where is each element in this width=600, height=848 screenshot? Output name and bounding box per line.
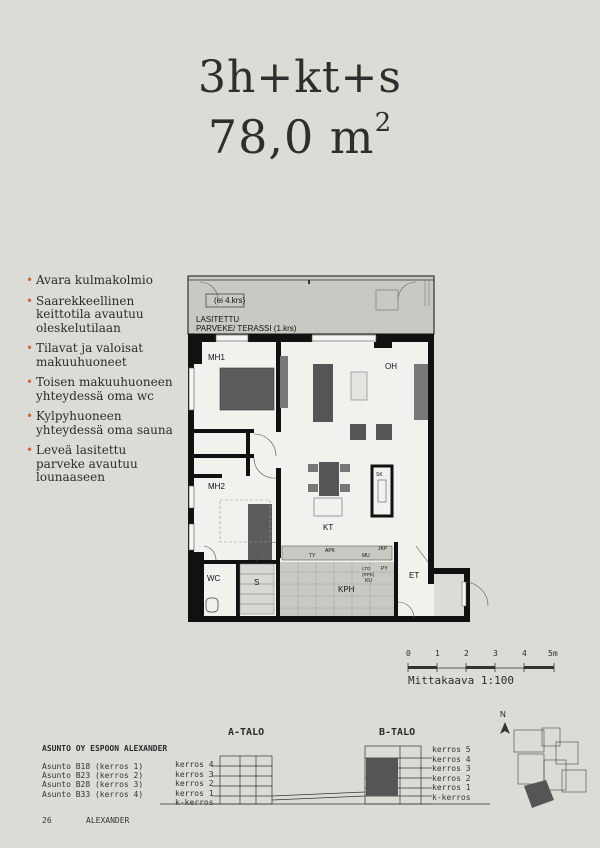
area-value: 78,0 m — [207, 110, 375, 164]
floor-label: kerros 4 — [432, 754, 471, 764]
footer-name: ALEXANDER — [86, 816, 130, 825]
room-kt-label: KT — [323, 523, 334, 532]
room-oh-label: OH — [385, 362, 397, 371]
rpk-label: (RPK) — [362, 572, 375, 577]
room-wc-label: WC — [207, 574, 221, 583]
floor-label: k-kerros — [175, 798, 214, 808]
site-plan — [496, 720, 596, 820]
feature-item: • Tilavat ja valoisat makuuhuoneet — [26, 342, 176, 369]
company-name: ASUNTO OY ESPOON ALEXANDER — [42, 744, 168, 753]
floor-label: k-kerros — [432, 792, 471, 802]
apartment-list — [42, 762, 143, 799]
floor-label: kerros 1 — [432, 783, 471, 793]
dining-table — [319, 462, 339, 496]
lto-label: LTO — [362, 566, 371, 571]
b-talo-title: B-TALO — [379, 727, 416, 738]
apartment-item: Asunto B23 (kerros 2) — [42, 771, 144, 781]
feature-item: • Avara kulmakolmio — [26, 274, 176, 288]
room-et-label: ET — [409, 571, 420, 580]
jkp-label: JKP — [378, 546, 388, 552]
page-number: 26 — [42, 816, 52, 825]
scale-tick: 2 — [464, 649, 469, 658]
feature-item: • Saarekkeellinen keittotila avautuu oleskelutilaan — [26, 295, 176, 336]
feature-item: • Toisen makuuhuoneen yhteydessä oma wc — [26, 376, 176, 403]
compass-north-label: N — [500, 710, 506, 719]
feature-list — [26, 274, 176, 492]
ty-label: TY — [309, 553, 316, 559]
sk-label: SK — [376, 472, 383, 478]
floor-label: kerros 2 — [175, 779, 214, 789]
floor-label: kerros 1 — [175, 788, 214, 798]
feature-item: • Kylpyhuoneen yhteydessä oma sauna — [26, 410, 176, 437]
floor-label: kerros 5 — [432, 745, 471, 754]
room-kph-label: KPH — [338, 585, 355, 594]
highlighted-apartments — [366, 758, 398, 796]
apartment-item: Asunto B33 (kerros 4) — [42, 789, 144, 799]
room-mh2-label: MH2 — [208, 482, 225, 491]
scale-tick: 3 — [493, 649, 498, 658]
floor-label: kerros 3 — [432, 764, 471, 774]
floor-label: kerros 2 — [432, 773, 471, 783]
building-section — [160, 738, 490, 810]
area-exponent: 2 — [374, 108, 393, 138]
apk-label: APK — [325, 548, 336, 554]
scale-tick: 5m — [548, 649, 558, 658]
py-label: PY — [381, 566, 388, 572]
scale-tick: 0 — [406, 649, 411, 658]
room-mh1-label: MH1 — [208, 353, 225, 362]
apartment-type-title: 3h+kt+s — [198, 52, 402, 103]
scale-label: Mittakaava 1:100 — [408, 674, 514, 687]
mu-label: MU — [362, 553, 370, 559]
balcony-note: (ei 4.krs) — [214, 296, 246, 305]
apartment-area-title — [0, 108, 600, 164]
ku-label: KU — [365, 578, 372, 584]
floor-label: kerros 3 — [175, 769, 214, 779]
room-s-label: S — [254, 578, 260, 587]
compass-arrow-icon — [500, 722, 510, 734]
apartment-item: Asunto B28 (kerros 3) — [42, 780, 144, 790]
bed-mh1 — [220, 368, 274, 410]
balcony-label-2: PARVEKE/ TERASSI (1.krs) — [196, 324, 297, 333]
feature-item: • Leveä lasitettu parveke avautuu lounaaseen — [26, 444, 176, 485]
apartment-item: Asunto B18 (kerros 1) — [42, 762, 144, 771]
balcony-label-1: LASITETTU — [196, 315, 240, 324]
bed-mh2 — [248, 504, 272, 560]
scale-tick: 1 — [435, 649, 440, 658]
scale-tick: 4 — [522, 649, 527, 658]
floor-label: kerros 4 — [175, 760, 214, 769]
sofa — [313, 364, 333, 422]
a-talo-title: A-TALO — [228, 727, 265, 738]
